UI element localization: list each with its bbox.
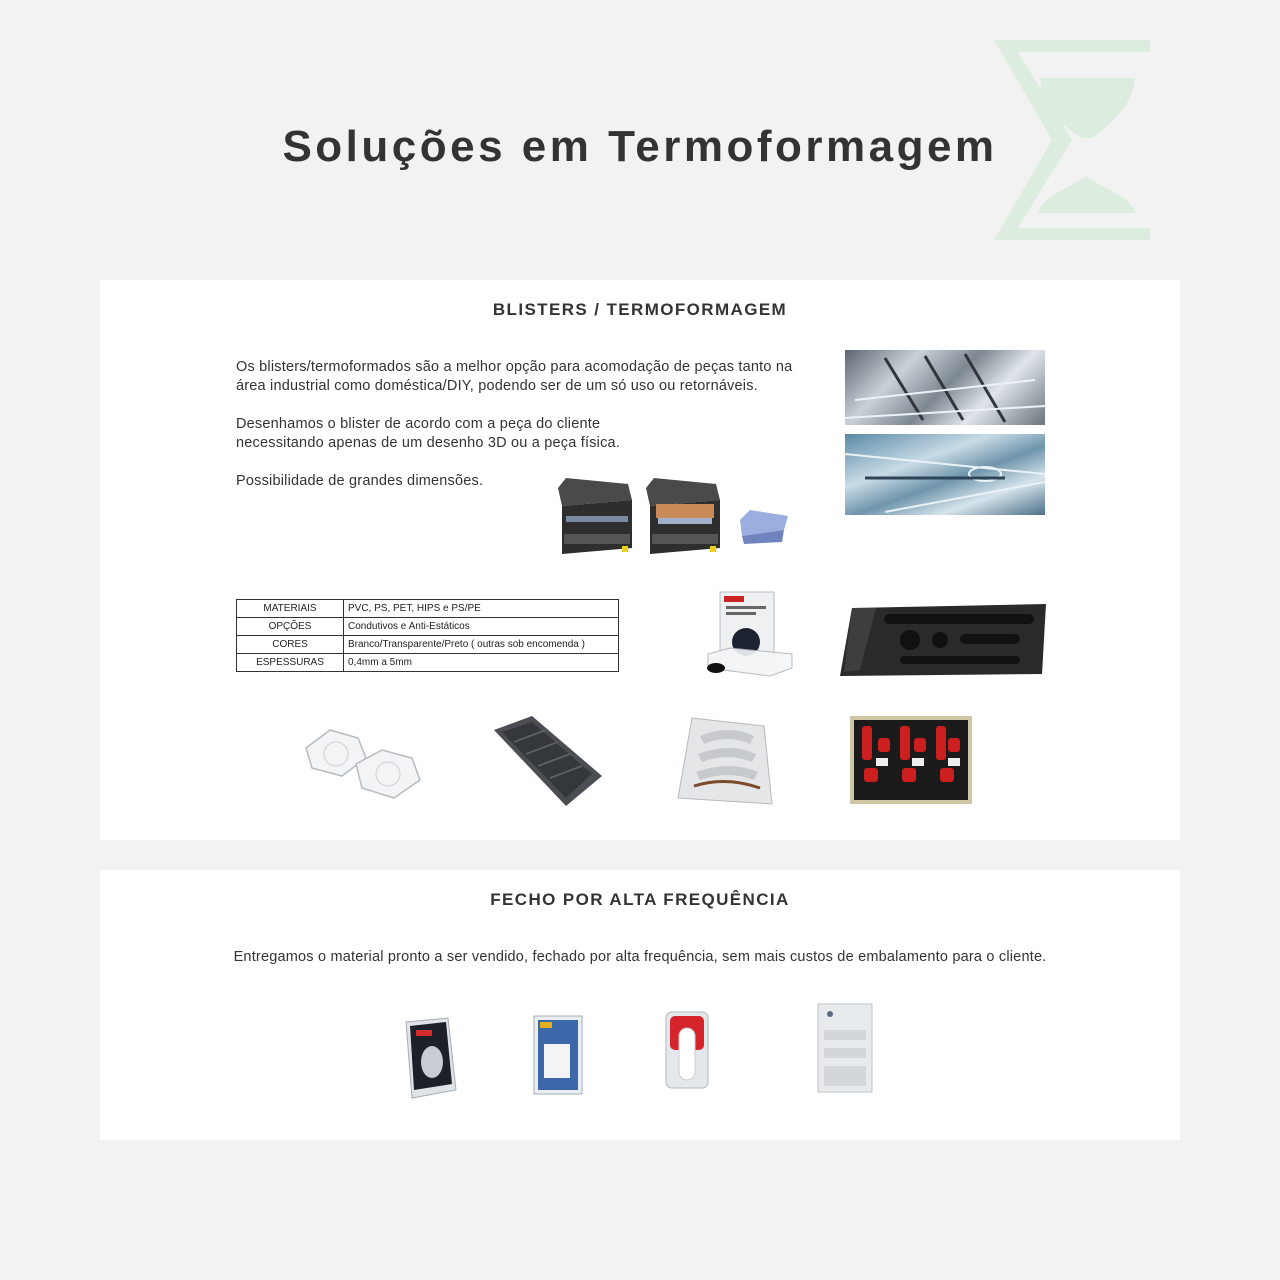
tool-tray-image [840, 600, 1046, 680]
fecho-description: Entregamos o material pronto a ser vendido, fechado por alta frequência, sem mais custos de embalamento para o cliente. [233, 949, 1047, 965]
hourglass-sigma-logo [990, 38, 1152, 242]
gray-tray-image [492, 714, 604, 808]
section-title-blisters: BLISTERS / TERMOFORMAGEM [492, 300, 788, 319]
packaged-product-red-image [664, 1010, 710, 1090]
table-row [237, 618, 619, 636]
text-line: Os blisters/termoformados são a melhor opção para acomodação de peças tanto na [236, 359, 793, 375]
red-parts-tray-image [848, 714, 974, 806]
paragraph-design [236, 415, 836, 453]
table-row [237, 636, 619, 654]
specs-table [236, 599, 619, 672]
spec-value: 0,4mm a 5mm [344, 654, 619, 672]
text-line: área industrial como doméstica/DIY, podendo ser de um só uso ou retornáveis. [236, 378, 758, 394]
spec-key: CORES [237, 636, 344, 654]
blisters-description [236, 358, 836, 491]
blisters-section [100, 280, 1180, 840]
spec-value: Branco/Transparente/Preto ( outras sob encomenda ) [344, 636, 619, 654]
text-line: Desenhamos o blister de acordo com a peça do cliente [236, 416, 601, 432]
clear-tray-photo [845, 434, 1045, 515]
clear-clamshell-image [300, 724, 424, 804]
spec-value: Condutivos e Anti-Estáticos [344, 618, 619, 636]
section-title-fecho: FECHO POR ALTA FREQUÊNCIA [490, 890, 790, 909]
spec-value: PVC, PS, PET, HIPS e PS/PE [344, 600, 619, 618]
paragraph-usage [236, 358, 836, 396]
metal-trays-photo [845, 350, 1045, 425]
spec-key: MATERIAIS [237, 600, 344, 618]
packaged-product-blue-image [530, 1014, 586, 1096]
white-insert-tray-image [676, 716, 776, 806]
table-row [237, 600, 619, 618]
page-title: Soluções em Termoformagem [282, 122, 998, 171]
kit-blister-image [704, 588, 796, 680]
text-line: necessitando apenas de um desenho 3D ou a peça física. [236, 435, 621, 451]
black-case-trays-image [554, 476, 794, 558]
fecho-section [100, 870, 1180, 1140]
paragraph-dimensions: Possibilidade de grandes dimensões. [236, 473, 484, 489]
table-row [237, 654, 619, 672]
spec-key: OPÇÕES [237, 618, 344, 636]
packaged-product-clear-image [816, 1002, 874, 1094]
packaged-product-dark-image [400, 1016, 460, 1100]
spec-key: ESPESSURAS [237, 654, 344, 672]
